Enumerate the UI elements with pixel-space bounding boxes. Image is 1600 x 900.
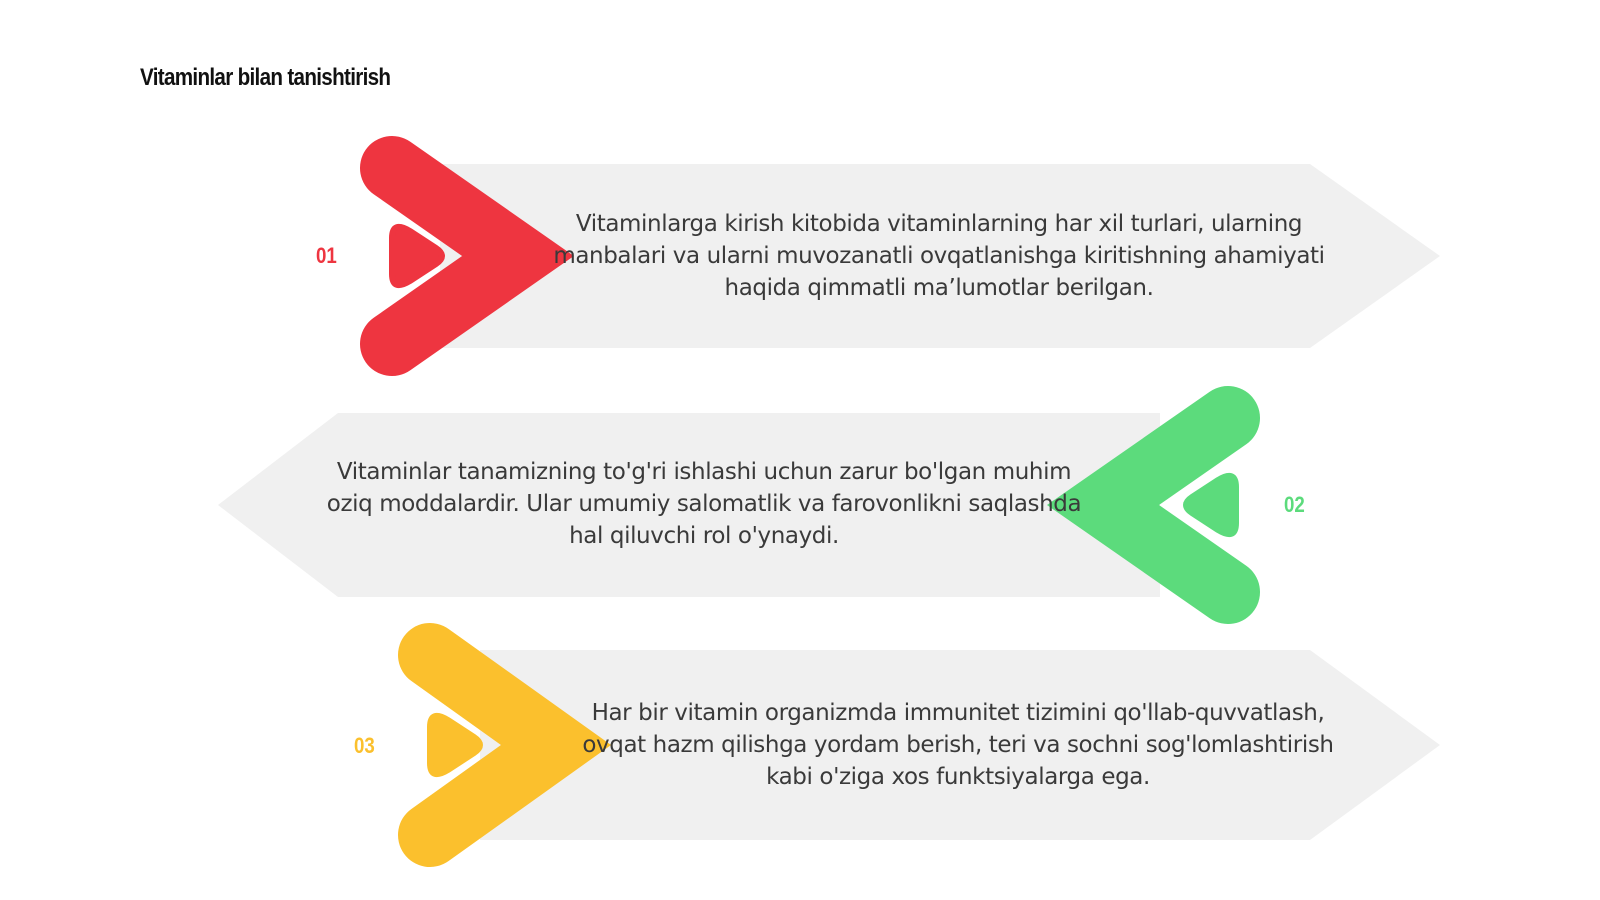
step-2-number: 02: [1284, 492, 1305, 517]
step-1-number: 01: [316, 243, 337, 268]
step-3-number: 03: [354, 733, 375, 758]
step-2-text: Vitaminlar tanamizning to'g'ri ishlashi uchun zarur bo'lgan muhim oziq moddalardir. Ular umumiy salomatlik va farovonlikni saqlashda hal qiluvchi rol o'ynaydi.: [326, 459, 1082, 549]
page-title: Vitaminlar bilan tanishtirish: [140, 64, 391, 91]
step-2-play-icon: [1186, 476, 1236, 534]
step-1-text: Vitaminlarga kirish kitobida vitaminlarning har xil turlari, ularning manbalari va ularni muvozanatli ovqatlanishga kiritishning ahamiyati haqida qimmatli ma’lumotlar berilgan.: [553, 211, 1325, 301]
step-3-text: Har bir vitamin organizmda immunitet tizimini qo'llab-quvvatlash, ovqat hazm qilishga yordam berish, teri va sochni sog'lomlashtirish kabi o'ziga xos funktsiyalarga ega.: [582, 700, 1334, 790]
